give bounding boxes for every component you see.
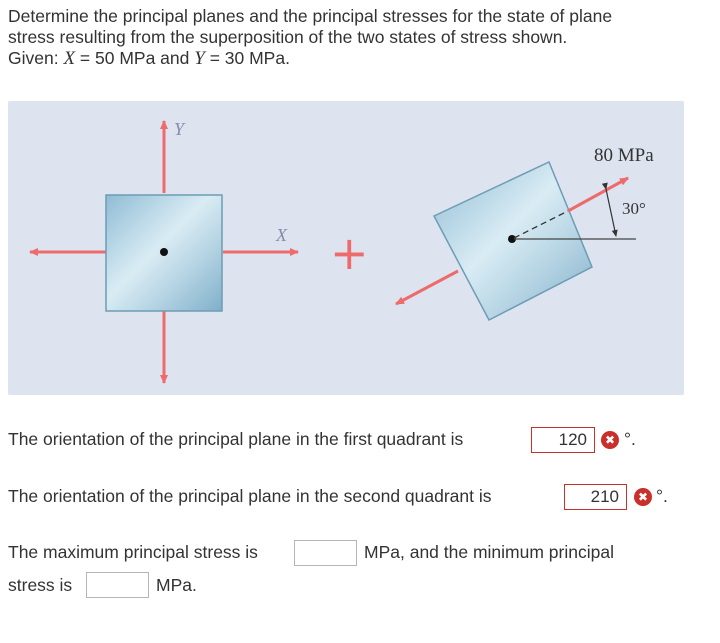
q1-answer-field[interactable]: 120 <box>531 427 595 453</box>
y-axis-label: Y <box>174 119 185 139</box>
stress-figure <box>8 101 684 395</box>
question-3-text: The maximum principal stress is <box>8 542 258 562</box>
plus-sign: + <box>330 226 369 280</box>
q1-unit: °. <box>624 429 636 449</box>
stress-arrow-lower-left <box>396 271 458 304</box>
x-axis-label: X <box>276 225 287 245</box>
stress-magnitude-label: 80 MPa <box>594 145 654 166</box>
left-center-dot <box>160 248 168 256</box>
y-variable: Y <box>194 48 205 69</box>
x-value: = 50 MPa and <box>75 48 195 68</box>
stress-arrow-upper-right <box>568 178 628 211</box>
question-3-unit: MPa. <box>156 575 197 595</box>
question-2-text: The orientation of the principal plane in the second quadrant is <box>8 486 492 506</box>
x-variable: X <box>63 48 76 69</box>
angle-label: 30° <box>622 199 646 218</box>
max-principal-stress-input[interactable] <box>294 540 357 566</box>
problem-line-1: Determine the principal planes and the principal stresses for the state of plane <box>8 6 613 26</box>
q2-unit: °. <box>656 486 668 506</box>
angle-arc <box>606 189 616 236</box>
stress-diagram <box>8 101 684 395</box>
y-value: = 30 MPa. <box>204 48 290 68</box>
q2-incorrect-icon: ✖ <box>634 488 652 506</box>
q2-answer-field[interactable]: 210 <box>564 484 627 510</box>
given-prefix: Given: <box>8 48 64 68</box>
problem-line-2: stress resulting from the superposition of the two states of stress shown. <box>8 27 568 47</box>
q1-incorrect-icon: ✖ <box>601 431 619 449</box>
problem-given <box>8 48 708 69</box>
question-3-middle-text: MPa, and the minimum principal <box>364 542 614 562</box>
question-1-text: The orientation of the principal plane in the first quadrant is <box>8 429 464 449</box>
min-principal-stress-input[interactable] <box>86 572 149 598</box>
problem-statement <box>8 6 708 69</box>
question-3-line-2: stress is <box>8 575 73 595</box>
